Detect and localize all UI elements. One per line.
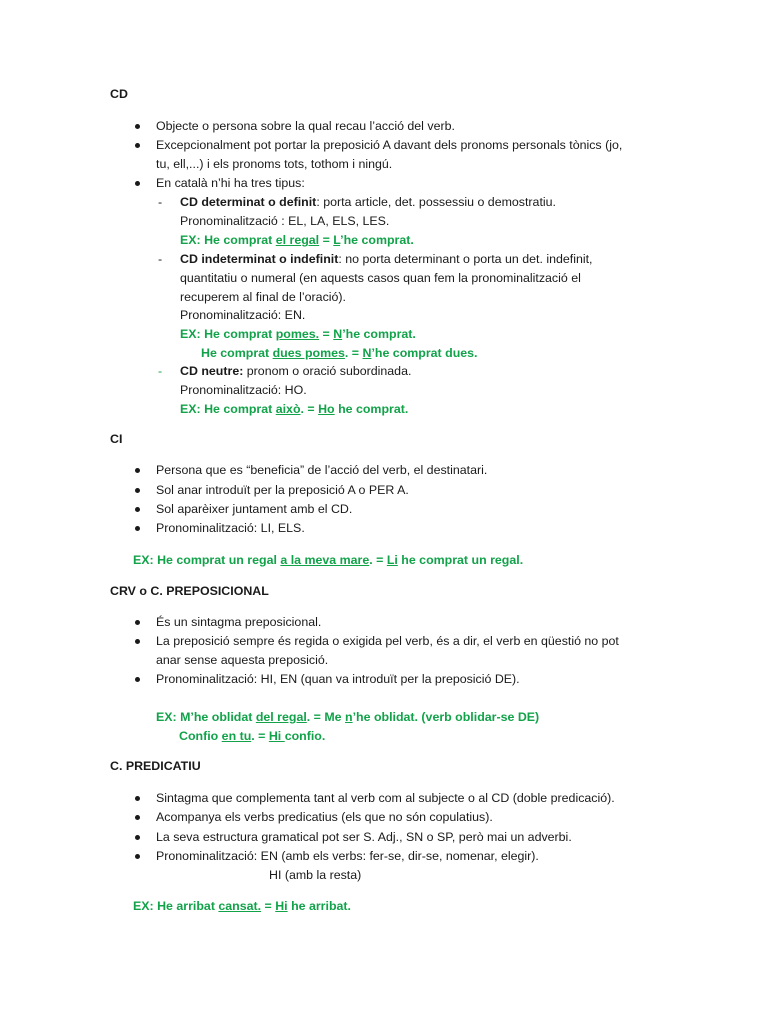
list-item: En català n’hi ha tres tipus:: [156, 174, 305, 193]
cd-type-indefinit: [180, 250, 593, 269]
dash-marker: -: [158, 364, 163, 378]
pronominalization-text: Pronominalització: HO.: [180, 383, 307, 397]
example-text: EX: He comprat el regal = L’he comprat.: [180, 233, 414, 247]
list-item: Pronominalització: EN (amb els verbs: fer-se, dir-se, nomenar, elegir).: [156, 847, 539, 866]
cd-type-title: CD neutre:: [180, 364, 244, 378]
example-text: EX: M’he oblidat del regal. = Me n’he oblidat. (verb oblidar-se DE): [156, 710, 540, 724]
list-item: Acompanya els verbs predicatius (els que no són copulatius).: [156, 808, 493, 827]
pronominalization-text: Pronominalització: EN.: [180, 308, 306, 322]
list-item: La seva estructura gramatical pot ser S. Adj., SN o SP, però mai un adverbi.: [156, 828, 572, 847]
list-item: Sol anar introduït per la preposició A o PER A.: [156, 481, 409, 500]
section-heading-crv: CRV o C. PREPOSICIONAL: [110, 584, 269, 598]
example-text: EX: He comprat pomes. = N’he comprat.: [180, 327, 416, 341]
cd-type-desc-line: quantitatiu o numeral (en aquests casos quan fem la pronominalització el: [180, 271, 581, 285]
dash-marker: -: [158, 252, 163, 266]
example-text: EX: He arribat cansat. = Hi he arribat.: [133, 899, 351, 913]
cd-type-neutre: [180, 362, 411, 381]
cd-type-title: CD indeterminat o indefinit: [180, 252, 339, 266]
example-text: EX: He comprat un regal a la meva mare. = Li he comprat un regal.: [133, 553, 524, 567]
list-item-continuation: HI (amb la resta): [269, 868, 362, 882]
pronominalization-text: Pronominalització : EL, LA, ELS, LES.: [180, 214, 390, 228]
list-item-continuation: tu, ell,...) i els pronoms tots, tothom i ningú.: [156, 157, 393, 171]
example-text: EX: He comprat això. = Ho he comprat.: [180, 402, 409, 416]
list-item: És un sintagma preposicional.: [156, 613, 321, 632]
list-item: La preposició sempre és regida o exigida pel verb, és a dir, el verb en qüestió no pot: [156, 632, 619, 651]
list-item: Pronominalització: LI, ELS.: [156, 519, 305, 538]
list-item: Excepcionalment pot portar la preposició A davant dels pronoms personals tònics (jo,: [156, 136, 622, 155]
section-heading-cd: CD: [110, 87, 128, 101]
list-item: Pronominalització: HI, EN (quan va introduït per la preposició DE).: [156, 670, 520, 689]
list-item-continuation: anar sense aquesta preposició.: [156, 653, 329, 667]
section-heading-ci: CI: [110, 432, 123, 446]
example-text: Confio en tu. = Hi confio.: [179, 729, 326, 743]
cd-type-title: CD determinat o definit: [180, 195, 317, 209]
list-item: Objecte o persona sobre la qual recau l’acció del verb.: [156, 117, 455, 136]
example-text: He comprat dues pomes. = N’he comprat dues.: [201, 346, 478, 360]
cd-type-desc-line: recuperem al final de l’oració).: [180, 290, 346, 304]
section-heading-predicatiu: C. PREDICATIU: [110, 759, 201, 773]
cd-type-definit: [180, 193, 556, 212]
list-item: Sintagma que complementa tant al verb com al subjecte o al CD (doble predicació).: [156, 789, 615, 808]
cd-type-desc: : porta article, det. possessiu o demostratiu.: [316, 195, 556, 209]
dash-marker: -: [158, 195, 163, 209]
list-item: Sol aparèixer juntament amb el CD.: [156, 500, 352, 519]
list-item: Persona que es “beneficia” de l’acció del verb, el destinatari.: [156, 461, 487, 480]
cd-type-desc: : no porta determinant o porta un det. indefinit,: [338, 252, 593, 266]
cd-type-desc: pronom o oració subordinada.: [243, 364, 412, 378]
